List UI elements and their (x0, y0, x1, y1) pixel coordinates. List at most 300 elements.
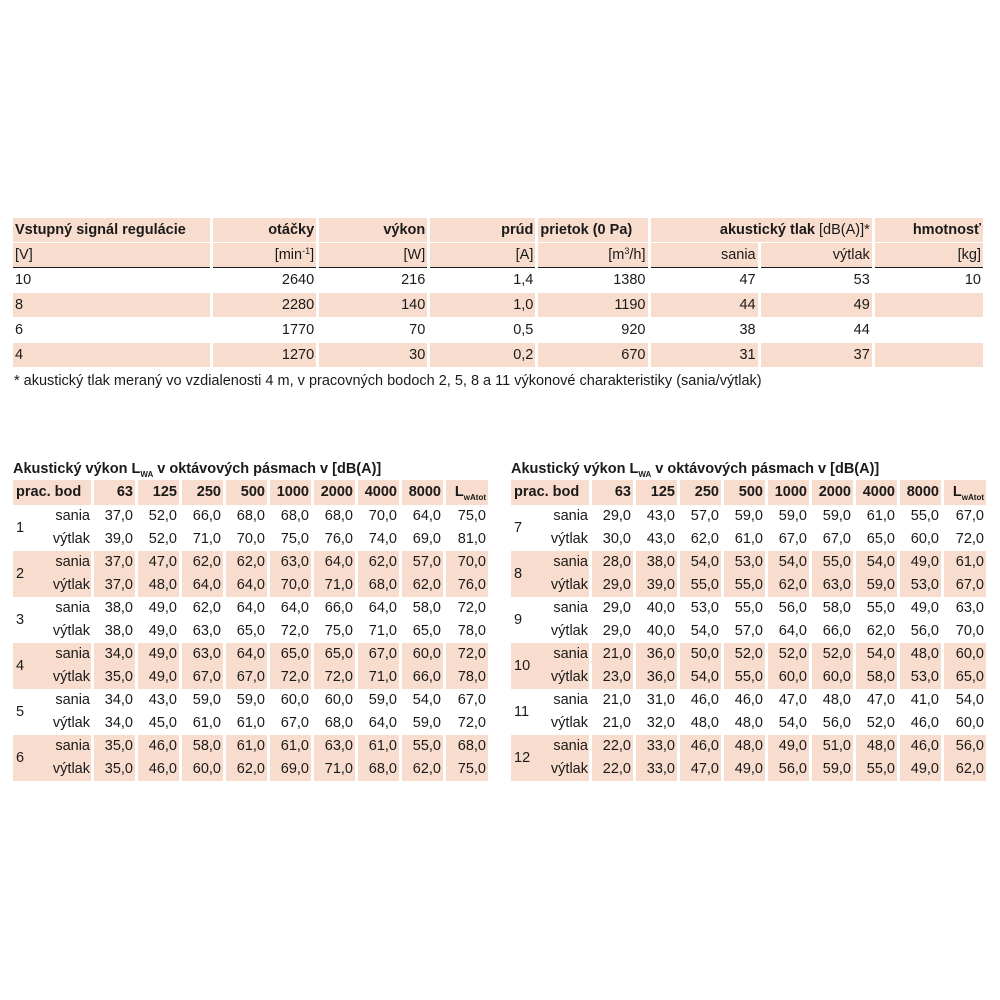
octave-row-sania (13, 689, 488, 712)
performance-table (10, 218, 986, 368)
value-cell: 70,0 (236, 531, 265, 547)
value-cell: 81,0 (457, 531, 486, 547)
value-cell: 49,0 (768, 735, 809, 758)
value-cell: 62,0 (226, 551, 267, 574)
value-cell: 49,0 (910, 600, 939, 616)
value-cell: 55,0 (402, 735, 443, 758)
value-cell: sania 28,0 (592, 551, 633, 574)
value-cell: 55,0 (724, 666, 765, 689)
value-cell: 61,0 (358, 735, 399, 758)
octave-header (511, 480, 986, 505)
cell-speed: 1770 (213, 318, 316, 343)
octave-table-left (10, 480, 491, 781)
value-cell: 62,0 (768, 574, 809, 597)
cell-sania: 31 (651, 343, 758, 368)
value-cell: 51,0 (812, 735, 853, 758)
octave-row-sania (511, 551, 986, 574)
value-cell: 71,0 (192, 531, 221, 547)
value-cell: 63,0 (812, 574, 853, 597)
cell-vytlak: 44 (761, 318, 872, 343)
octave-title-left-sub: WA (140, 469, 154, 479)
mode-label-vytlak: výtlak (550, 669, 588, 685)
header-band-4000: 4000 (358, 480, 399, 505)
value-cell: 45,0 (148, 715, 177, 731)
header-prac-bod: prac. bod (511, 480, 589, 505)
mode-label-sania: sania (55, 554, 90, 570)
value-cell: 64,0 (280, 600, 309, 616)
value-cell: 52,0 (866, 715, 895, 731)
value-cell: 62,0 (944, 758, 986, 781)
prac-bod-number: 2 (13, 551, 91, 597)
unit-row (13, 243, 983, 268)
value-cell: 48,0 (900, 643, 941, 666)
value-cell: 54,0 (778, 715, 807, 731)
cell-vytlak: 53 (761, 268, 872, 293)
header-band-8000: 8000 (402, 480, 443, 505)
value-cell: 46,0 (690, 692, 719, 708)
prac-bod-number: 10 (511, 643, 589, 689)
header-band-8000: 8000 (900, 480, 941, 505)
mode-label-sania: sania (55, 600, 90, 616)
value-cell: sania 38,0 (94, 597, 135, 620)
octave-row-vytlak (13, 666, 488, 689)
value-cell: 66,0 (822, 623, 851, 639)
value-cell: sania 37,0 (94, 551, 135, 574)
mode-label-vytlak: výtlak (52, 761, 90, 777)
value-cell: 75,0 (446, 758, 488, 781)
value-cell: 49,0 (900, 758, 941, 781)
value-cell: 75,0 (280, 531, 309, 547)
value-cell: 65,0 (866, 531, 895, 547)
value-cell: 54,0 (955, 692, 984, 708)
value-cell: 57,0 (734, 623, 763, 639)
octave-row-vytlak (511, 666, 986, 689)
value-cell: 61,0 (734, 531, 763, 547)
value-cell: 63,0 (270, 551, 311, 574)
unit-flow-end: /h] (629, 247, 646, 263)
value-cell: 41,0 (910, 692, 939, 708)
octave-row-vytlak (511, 712, 986, 735)
value-cell: výtlak 29,0 (592, 574, 633, 597)
cell-speed: 2280 (213, 293, 316, 318)
unit-speed-end: ] (310, 247, 315, 263)
value-cell: 63,0 (314, 735, 355, 758)
octave-table-right (508, 480, 989, 781)
value-cell: 67,0 (358, 643, 399, 666)
value-cell: 63,0 (955, 600, 984, 616)
header-band-4000: 4000 (856, 480, 897, 505)
mode-label-vytlak: výtlak (550, 623, 588, 639)
header-mass: hmotnosť (875, 218, 983, 243)
prac-bod-number: 7 (514, 519, 523, 536)
octave-body (13, 505, 488, 781)
value-cell: 63,0 (182, 643, 223, 666)
value-cell: 33,0 (636, 758, 677, 781)
value-cell: 78,0 (446, 666, 488, 689)
cell-power: 140 (319, 293, 427, 318)
value-cell: 57,0 (690, 508, 719, 524)
value-cell: 49,0 (138, 643, 179, 666)
value-cell: 74,0 (368, 531, 397, 547)
cell-signal: 10 (13, 268, 210, 293)
value-cell: 55,0 (680, 574, 721, 597)
unit-speed (213, 243, 316, 268)
value-cell: sania 37,0 (94, 505, 135, 528)
cell-signal: 4 (13, 343, 210, 368)
header-row (13, 218, 983, 243)
value-cell: 65,0 (270, 643, 311, 666)
value-cell: 46,0 (680, 735, 721, 758)
value-cell: 60,0 (402, 643, 443, 666)
octave-row-vytlak (13, 574, 488, 597)
value-cell: 55,0 (910, 508, 939, 524)
value-cell: sania 29,0 (592, 597, 633, 620)
value-cell: 61,0 (236, 715, 265, 731)
performance-rows (13, 268, 983, 368)
value-cell: 54,0 (680, 666, 721, 689)
mode-label-vytlak: výtlak (550, 577, 588, 593)
value-cell: 66,0 (324, 600, 353, 616)
value-cell: 55,0 (734, 600, 763, 616)
unit-mass: [kg] (875, 243, 983, 268)
value-cell: 31,0 (646, 692, 675, 708)
value-cell: výtlak 35,0 (94, 758, 135, 781)
value-cell: 48,0 (856, 735, 897, 758)
value-cell: 47,0 (866, 692, 895, 708)
value-cell: 64,0 (368, 600, 397, 616)
value-cell: 57,0 (402, 551, 443, 574)
header-signal: Vstupný signál regulácie (13, 218, 210, 243)
value-cell: 67,0 (280, 715, 309, 731)
cell-signal: 8 (13, 293, 210, 318)
value-cell: 48,0 (690, 715, 719, 731)
value-cell: 52,0 (148, 531, 177, 547)
value-cell: 72,0 (457, 600, 486, 616)
table-row (13, 318, 983, 343)
cell-flow: 1190 (538, 293, 647, 318)
octave-panel-left (10, 458, 491, 781)
mode-label-sania: sania (553, 508, 588, 524)
value-cell: 39,0 (636, 574, 677, 597)
value-cell: sania 22,0 (592, 735, 633, 758)
value-cell: 52,0 (148, 508, 177, 524)
value-cell: 70,0 (368, 508, 397, 524)
value-cell: 70,0 (270, 574, 311, 597)
value-cell: 49,0 (900, 551, 941, 574)
value-cell: 60,0 (944, 643, 986, 666)
value-cell: 53,0 (900, 574, 941, 597)
cell-mass (875, 318, 983, 343)
cell-mass (875, 343, 983, 368)
header-flow: prietok (0 Pa) (538, 218, 647, 243)
octave-row-sania (13, 551, 488, 574)
unit-flow-exp: 3 (624, 246, 630, 256)
value-cell: 64,0 (368, 715, 397, 731)
value-cell: výtlak 21,0 (592, 712, 633, 735)
value-cell: 48,0 (822, 692, 851, 708)
value-cell: 76,0 (446, 574, 488, 597)
value-cell: 58,0 (182, 735, 223, 758)
prac-bod-number: 11 (514, 703, 530, 720)
cell-vytlak: 49 (761, 293, 872, 318)
value-cell: 62,0 (226, 758, 267, 781)
value-cell: 67,0 (457, 692, 486, 708)
value-cell: 69,0 (412, 531, 441, 547)
header-band-500: 500 (724, 480, 765, 505)
value-cell: 49,0 (724, 758, 765, 781)
cell-flow: 670 (538, 343, 647, 368)
prac-bod-number: 5 (16, 703, 25, 720)
cell-flow: 920 (538, 318, 647, 343)
value-cell: 46,0 (900, 735, 941, 758)
octave-header (13, 480, 488, 505)
octave-title-left-part2: v oktávových pásmach v [dB(A)] (153, 461, 382, 477)
unit-speed-exp: -1 (302, 246, 311, 256)
value-cell: 67,0 (955, 508, 984, 524)
octave-row-vytlak (511, 620, 986, 643)
octave-row-vytlak (13, 758, 488, 781)
value-cell: 68,0 (446, 735, 488, 758)
value-cell: 58,0 (412, 600, 441, 616)
value-cell: výtlak 30,0 (592, 528, 633, 551)
value-cell: 67,0 (182, 666, 223, 689)
value-cell: 72,0 (280, 623, 309, 639)
value-cell: 75,0 (324, 623, 353, 639)
octave-row-sania (13, 643, 488, 666)
value-cell: 71,0 (358, 666, 399, 689)
value-cell: 60,0 (812, 666, 853, 689)
value-cell: 56,0 (822, 715, 851, 731)
value-cell: 56,0 (944, 735, 986, 758)
mode-label-sania: sania (55, 692, 90, 708)
header-lwatot (944, 480, 986, 505)
value-cell: 64,0 (314, 551, 355, 574)
header-current: prúd (430, 218, 535, 243)
value-cell: 59,0 (822, 508, 851, 524)
value-cell: 64,0 (236, 600, 265, 616)
octave-row-vytlak (13, 712, 488, 735)
mode-label-sania: sania (55, 738, 90, 754)
prac-bod-number: 6 (13, 735, 91, 781)
header-band-1000: 1000 (270, 480, 311, 505)
mode-label-sania: sania (553, 738, 588, 754)
value-cell: 60,0 (910, 531, 939, 547)
octave-row-vytlak (511, 528, 986, 551)
cell-signal: 6 (13, 318, 210, 343)
value-cell: 70,0 (446, 551, 488, 574)
cell-current: 0,5 (430, 318, 535, 343)
value-cell: 46,0 (910, 715, 939, 731)
prac-bod-number: 4 (13, 643, 91, 689)
octave-row-sania (511, 597, 986, 620)
mode-label-vytlak: výtlak (52, 669, 90, 685)
value-cell: 48,0 (138, 574, 179, 597)
value-cell: 78,0 (457, 623, 486, 639)
value-cell: 46,0 (138, 735, 179, 758)
cell-power: 70 (319, 318, 427, 343)
value-cell: 40,0 (646, 600, 675, 616)
header-band-125: 125 (138, 480, 179, 505)
value-cell: 72,0 (955, 531, 984, 547)
value-cell: 72,0 (314, 666, 355, 689)
octave-row-sania (511, 643, 986, 666)
value-cell: 56,0 (910, 623, 939, 639)
value-cell: 66,0 (402, 666, 443, 689)
value-cell: 43,0 (148, 692, 177, 708)
value-cell: 59,0 (856, 574, 897, 597)
mode-label-sania: sania (553, 554, 588, 570)
value-cell: 40,0 (646, 623, 675, 639)
value-cell: 43,0 (646, 508, 675, 524)
mode-label-vytlak: výtlak (52, 715, 90, 731)
value-cell: 50,0 (680, 643, 721, 666)
header-lwatot-base: L (952, 484, 962, 500)
footnote: * akustický tlak meraný vo vzdialenosti 4 m, v pracovných bodoch 2, 5, 8 a 11 výkonové charakteristiky (sania/výtlak) (14, 373, 762, 389)
value-cell: 48,0 (734, 715, 763, 731)
value-cell: 71,0 (314, 758, 355, 781)
value-cell: 59,0 (734, 508, 763, 524)
value-cell: 49,0 (138, 666, 179, 689)
octave-title-right-part1: Akustický výkon L (511, 461, 639, 477)
prac-bod-number: 1 (16, 519, 25, 536)
value-cell: výtlak 38,0 (94, 620, 135, 643)
value-cell: 61,0 (270, 735, 311, 758)
value-cell: 62,0 (402, 758, 443, 781)
prac-bod-number: 12 (511, 735, 589, 781)
unit-flow (538, 243, 647, 268)
value-cell: 61,0 (192, 715, 221, 731)
value-cell: 62,0 (866, 623, 895, 639)
value-cell: výtlak 37,0 (94, 574, 135, 597)
table-row (13, 268, 983, 293)
octave-row-vytlak (13, 528, 488, 551)
cell-mass: 10 (875, 268, 983, 293)
header-band-2000: 2000 (314, 480, 355, 505)
value-cell: 54,0 (690, 623, 719, 639)
cell-sania: 47 (651, 268, 758, 293)
header-lwatot-sub: wAtot (961, 492, 984, 502)
octave-title-right-part2: v oktávových pásmach v [dB(A)] (651, 461, 880, 477)
header-band-1000: 1000 (768, 480, 809, 505)
octave-row-sania (13, 597, 488, 620)
value-cell: 32,0 (646, 715, 675, 731)
value-cell: 48,0 (724, 735, 765, 758)
mode-label-vytlak: výtlak (52, 531, 90, 547)
octave-row-sania (511, 735, 986, 758)
value-cell: 56,0 (778, 600, 807, 616)
mode-label-sania: sania (55, 646, 90, 662)
value-cell: 64,0 (412, 508, 441, 524)
unit-power: [W] (319, 243, 427, 268)
value-cell: 52,0 (768, 643, 809, 666)
value-cell: 54,0 (412, 692, 441, 708)
value-cell: 58,0 (822, 600, 851, 616)
header-band-2000: 2000 (812, 480, 853, 505)
header-band-250: 250 (680, 480, 721, 505)
value-cell: 64,0 (226, 643, 267, 666)
cell-vytlak: 37 (761, 343, 872, 368)
value-cell: 75,0 (457, 508, 486, 524)
header-sound-pressure (651, 218, 872, 243)
value-cell: 47,0 (680, 758, 721, 781)
value-cell: 53,0 (724, 551, 765, 574)
value-cell: 68,0 (358, 574, 399, 597)
mode-label-sania: sania (553, 600, 588, 616)
value-cell: 65,0 (236, 623, 265, 639)
value-cell: výtlak 35,0 (94, 666, 135, 689)
octave-body (511, 505, 986, 781)
value-cell: 62,0 (690, 531, 719, 547)
value-cell: 38,0 (636, 551, 677, 574)
value-cell: 49,0 (148, 623, 177, 639)
unit-flow-base: [m (608, 247, 625, 263)
octave-header-row (511, 480, 986, 505)
header-band-500: 500 (226, 480, 267, 505)
value-cell: 62,0 (192, 600, 221, 616)
table-row (13, 293, 983, 318)
prac-bod-number: 3 (16, 611, 25, 628)
value-cell: 59,0 (812, 758, 853, 781)
header-lwatot-base: L (454, 484, 464, 500)
value-cell: 68,0 (324, 508, 353, 524)
cell-mass (875, 293, 983, 318)
octave-panel-right (508, 458, 989, 781)
value-cell: 65,0 (944, 666, 986, 689)
value-cell: 60,0 (182, 758, 223, 781)
value-cell: 62,0 (358, 551, 399, 574)
value-cell: 64,0 (182, 574, 223, 597)
value-cell: výtlak 39,0 (94, 528, 135, 551)
value-cell: 33,0 (636, 735, 677, 758)
value-cell: 59,0 (236, 692, 265, 708)
value-cell: 68,0 (358, 758, 399, 781)
value-cell: 61,0 (944, 551, 986, 574)
octave-row-vytlak (13, 620, 488, 643)
header-lwatot (446, 480, 488, 505)
value-cell: 55,0 (856, 758, 897, 781)
cell-current: 1,4 (430, 268, 535, 293)
mode-label-sania: sania (553, 646, 588, 662)
header-lwatot-sub: wAtot (463, 492, 486, 502)
value-cell: 59,0 (412, 715, 441, 731)
value-cell: 70,0 (955, 623, 984, 639)
value-cell: 59,0 (192, 692, 221, 708)
cell-sania: 44 (651, 293, 758, 318)
cell-speed: 1270 (213, 343, 316, 368)
header-band-63: 63 (94, 480, 135, 505)
header-sound-pressure-label: akustický tlak (719, 222, 815, 238)
octave-row-vytlak (511, 758, 986, 781)
mode-label-sania: sania (553, 692, 588, 708)
value-cell: 52,0 (812, 643, 853, 666)
value-cell: 61,0 (866, 508, 895, 524)
octave-row-vytlak (511, 574, 986, 597)
value-cell: 55,0 (866, 600, 895, 616)
value-cell: 46,0 (138, 758, 179, 781)
value-cell: sania 34,0 (94, 689, 135, 712)
cell-power: 30 (319, 343, 427, 368)
header-band-63: 63 (592, 480, 633, 505)
value-cell: 60,0 (955, 715, 984, 731)
value-cell: 53,0 (690, 600, 719, 616)
octave-row-sania (13, 505, 488, 528)
value-cell: 54,0 (680, 551, 721, 574)
value-cell: 56,0 (768, 758, 809, 781)
value-cell: 47,0 (138, 551, 179, 574)
value-cell: 65,0 (314, 643, 355, 666)
value-cell: 54,0 (856, 643, 897, 666)
mode-label-sania: sania (55, 508, 90, 524)
